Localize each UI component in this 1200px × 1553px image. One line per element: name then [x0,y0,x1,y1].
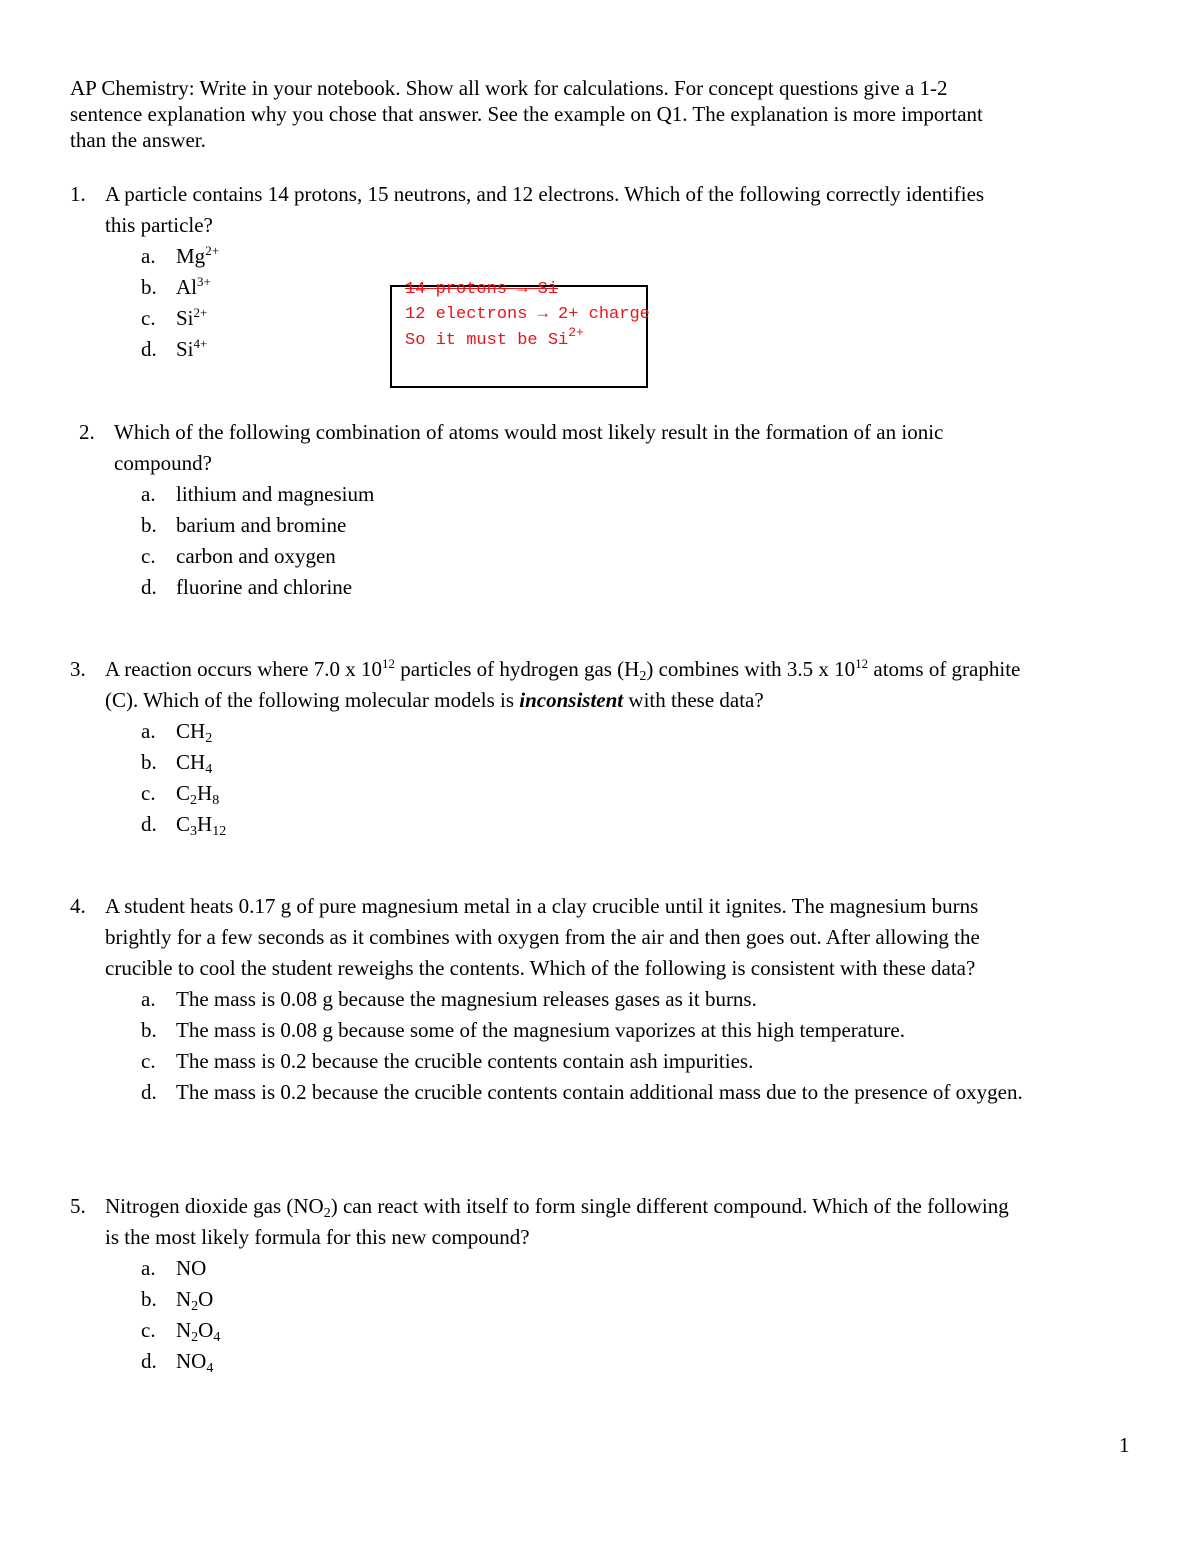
q3-option-c-letter: c. [141,781,156,805]
q4-option-a[interactable]: The mass is 0.08 g because the magnesium releases gases as it burns. [176,987,757,1011]
example-line-3: So it must be $Si^{2+}$ [405,325,584,350]
q2-option-a-letter: a. [141,482,156,506]
arrow-right-icon: → [537,305,548,324]
q3-option-d-letter: d. [141,812,157,836]
q5-option-b-letter: b. [141,1287,157,1311]
intro-line-1: AP Chemistry: Write in your notebook. Show all work for calculations. For concept questions give a 1-2 [70,76,948,100]
q5-option-d[interactable]: $NO_4$ [176,1349,214,1376]
q1-number: 1. [70,182,86,206]
q4-option-a-letter: a. [141,987,156,1011]
q5-option-c-letter: c. [141,1318,156,1342]
q5-option-a[interactable]: NO [176,1256,207,1280]
q3-option-c[interactable]: $C_2H_8$ [176,781,220,808]
q1-text-line-1: A particle contains 14 protons, 15 neutrons, and 12 electrons. Which of the following correctly identifies [105,182,985,206]
q4-option-b[interactable]: The mass is 0.08 g because some of the magnesium vaporizes at this high temperature. [176,1018,905,1042]
q1-option-c-letter: c. [141,306,156,330]
q4-option-c-letter: c. [141,1049,156,1073]
intro-line-2: sentence explanation why you chose that answer. See the example on Q1. The explanation is more important [70,102,983,126]
q1-option-b-letter: b. [141,275,157,299]
example-line-2: 12 electrons → 2+ charge [405,305,650,324]
q1-option-b[interactable]: $Al^{3+}$ [176,274,211,299]
q5-option-b[interactable]: $N_2O$ [176,1287,214,1314]
q2-option-c[interactable]: carbon and oxygen [176,544,336,568]
q2-text-line-1: Which of the following combination of atoms would most likely result in the formation of an ionic [114,420,944,444]
q2-option-d[interactable]: fluorine and chlorine [176,575,353,599]
q3-number: 3. [70,657,86,681]
q5-number: 5. [70,1194,86,1218]
q4-option-d[interactable]: The mass is 0.2 because the crucible contents contain additional mass due to the presence of oxygen. [176,1080,1023,1104]
q4-option-b-letter: b. [141,1018,157,1042]
q1-option-a[interactable]: $Mg^{2+}$ [176,243,220,268]
q1-option-c[interactable]: $Si^{2+}$ [176,305,208,330]
q3-text-line-1: A reaction occurs where 7.0 x $10^{12}$ particles of hydrogen gas $(H_2)$ combines with 3.5 x $10^{12}$ atoms of graphite [105,656,1021,684]
q2-option-b-letter: b. [141,513,157,537]
q4-option-d-letter: d. [141,1080,157,1104]
page-number: 1 [1119,1433,1130,1457]
q2-option-c-letter: c. [141,544,156,568]
q3-text-line-2: (C). Which of the following molecular models is inconsistent with these data? [105,688,764,712]
q2-option-a[interactable]: lithium and magnesium [176,482,375,506]
q1-option-d-letter: d. [141,337,157,361]
q3-option-b[interactable]: $CH_4$ [176,750,213,777]
q1-text-line-2: this particle? [105,213,213,237]
q2-option-d-letter: d. [141,575,157,599]
q2-number: 2. [79,420,95,444]
q5-option-a-letter: a. [141,1256,156,1280]
q5-text-line-2: is the most likely formula for this new compound? [105,1225,530,1249]
intro-line-3: than the answer. [70,128,206,152]
q4-number: 4. [70,894,86,918]
q3-option-a[interactable]: $CH_2$ [176,719,213,746]
q1-option-d[interactable]: $Si^{4+}$ [176,336,208,361]
q3-option-d[interactable]: $C_3H_{12}$ [176,812,227,839]
q5-option-c[interactable]: $N_2O_4$ [176,1318,221,1345]
q2-text-line-2: compound? [114,451,212,475]
q4-text-line-2: brightly for a few seconds as it combines with oxygen from the air and then goes out. After allowing the [105,925,980,949]
q2-option-b[interactable]: barium and bromine [176,513,347,537]
q4-text-line-3: crucible to cool the student reweighs the contents. Which of the following is consistent with these data? [105,956,976,980]
q1-option-a-letter: a. [141,244,156,268]
q4-text-line-1: A student heats 0.17 g of pure magnesium metal in a clay crucible until it ignites. The magnesium burns [105,894,979,918]
arrow-right-icon: → [517,280,528,297]
q5-text-line-1: Nitrogen dioxide gas $(NO_2)$ can react with itself to form single different compound. Which of the following [105,1194,1009,1221]
example-line-1: 14 protons → Si [405,280,559,297]
q3-option-a-letter: a. [141,719,156,743]
q4-option-c[interactable]: The mass is 0.2 because the crucible contents contain ash impurities. [176,1049,754,1073]
q5-option-d-letter: d. [141,1349,157,1373]
q3-option-b-letter: b. [141,750,157,774]
inconsistent-emphasis: inconsistent [519,688,624,712]
